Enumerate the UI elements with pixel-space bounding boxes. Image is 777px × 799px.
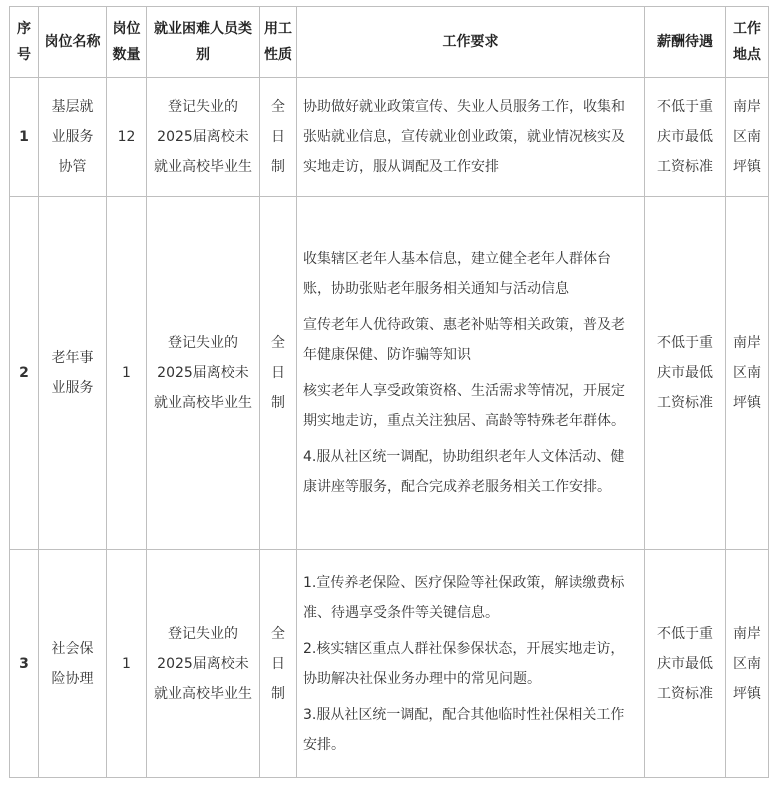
position-text: 社会保险协理 <box>51 640 94 687</box>
position-text: 基层就业服务协管 <box>51 99 94 175</box>
row-salary <box>645 550 726 778</box>
row-position <box>39 197 107 550</box>
row-category <box>147 78 260 197</box>
header-index: 序号 <box>10 7 39 78</box>
job-table <box>9 6 769 778</box>
row-count: 1 <box>107 550 147 778</box>
header-location: 工作地点 <box>726 7 769 78</box>
row-requirements <box>297 550 645 778</box>
row-index: 2 <box>10 197 39 550</box>
table-row <box>10 197 769 550</box>
row-requirements <box>297 78 645 197</box>
requirement-item: 4.服从社区统一调配，协助组织老年人文体活动、健康讲座等服务，配合完成养老服务相关工作安排。 <box>303 449 625 495</box>
requirement-item: 收集辖区老年人基本信息，建立健全老年人群体台账，协助张贴老年服务相关通知与活动信息 <box>303 251 611 297</box>
requirement-item: 1.宣传养老保险、医疗保险等社保政策，解读缴费标准、待遇享受条件等关键信息。 <box>303 574 625 621</box>
row-position <box>39 78 107 197</box>
nature-text: 全日制 <box>271 625 285 702</box>
row-salary <box>645 197 726 550</box>
row-location <box>726 78 769 197</box>
salary-text: 不低于重庆市最低工资标准 <box>657 625 713 702</box>
location-text: 南岸区南坪镇 <box>733 99 761 175</box>
table-row <box>10 78 769 197</box>
row-count: 1 <box>107 197 147 550</box>
requirement-item: 协助做好就业政策宣传、失业人员服务工作，收集和张贴就业信息，宣传就业创业政策，就业情况核实及实地走访，服从调配及工作安排 <box>303 99 625 175</box>
category-text: 登记失业的2025届离校未就业高校毕业生 <box>154 335 252 411</box>
header-salary: 薪酬待遇 <box>645 7 726 78</box>
row-location <box>726 550 769 778</box>
header-position: 岗位名称 <box>39 7 107 78</box>
row-salary <box>645 78 726 197</box>
row-requirements <box>297 197 645 550</box>
row-category <box>147 197 260 550</box>
row-count: 12 <box>107 78 147 197</box>
category-text: 登记失业的2025届离校未就业高校毕业生 <box>154 625 252 702</box>
row-index: 3 <box>10 550 39 778</box>
row-position <box>39 550 107 778</box>
header-row <box>10 7 769 78</box>
location-text: 南岸区南坪镇 <box>733 625 761 702</box>
row-nature <box>260 78 297 197</box>
table-row <box>10 550 769 778</box>
position-text: 老年事业服务 <box>51 350 94 396</box>
requirement-item: 2.核实辖区重点人群社保参保状态，开展实地走访，协助解决社保业务办理中的常见问题。 <box>303 640 625 687</box>
requirement-item: 宣传老年人优待政策、惠老补贴等相关政策，普及老年健康保健、防诈骗等知识 <box>303 317 625 363</box>
header-nature: 用工性质 <box>260 7 297 78</box>
row-location <box>726 197 769 550</box>
row-nature <box>260 197 297 550</box>
salary-text: 不低于重庆市最低工资标准 <box>657 335 713 411</box>
row-nature <box>260 550 297 778</box>
requirement-item: 3.服从社区统一调配，配合其他临时性社保相关工作安排。 <box>303 706 625 753</box>
header-category: 就业困难人员类别 <box>147 7 260 78</box>
header-count: 岗位数量 <box>107 7 147 78</box>
requirement-item: 核实老年人享受政策资格、生活需求等情况，开展定期实地走访，重点关注独居、高龄等特殊老年群体。 <box>303 383 625 429</box>
nature-text: 全日制 <box>271 99 285 175</box>
location-text: 南岸区南坪镇 <box>733 335 761 411</box>
category-text: 登记失业的2025届离校未就业高校毕业生 <box>154 99 252 175</box>
row-index: 1 <box>10 78 39 197</box>
row-category <box>147 550 260 778</box>
nature-text: 全日制 <box>271 335 285 411</box>
header-requirements: 工作要求 <box>297 7 645 78</box>
salary-text: 不低于重庆市最低工资标准 <box>657 99 713 175</box>
